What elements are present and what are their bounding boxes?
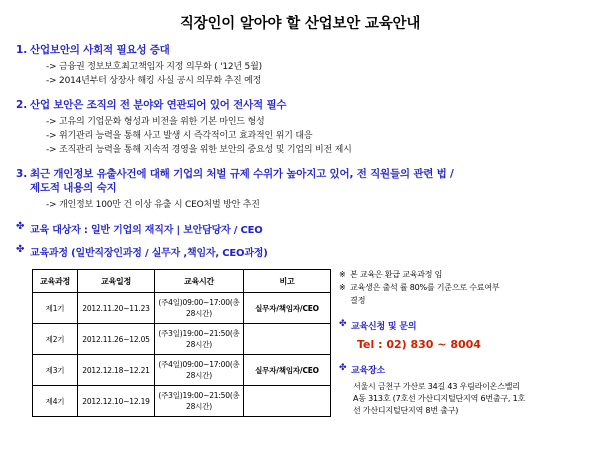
cross-icon: ✤ (339, 319, 347, 330)
section-2-bullet-2: -> 위기관리 능력을 통해 사고 발생 시 즉각적이고 효과적인 위기 대응 (46, 131, 313, 142)
section-3-bullets (46, 199, 586, 213)
schedule-table-wrap (16, 269, 331, 417)
table-row (33, 324, 331, 355)
address-block (353, 381, 582, 417)
section-1-bullets (46, 61, 586, 89)
address-line-3: 선 가산디지털단지역 8번 출구) (353, 406, 459, 416)
table-row (33, 355, 331, 386)
section-3-heading-line2: 제도적 내용의 숙지 (30, 182, 117, 195)
table-row (33, 386, 331, 417)
note-2-text: 교육생은 출석 률 80%를 기준으로 수료여부 (350, 283, 500, 293)
th-note: 비고 (244, 270, 331, 293)
place-heading (339, 363, 582, 376)
cell-course: 제3기 (33, 355, 78, 386)
table-row (33, 293, 331, 324)
note-mark-icon: ※ (339, 270, 346, 280)
cross-icon: ✤ (339, 363, 347, 374)
section-1-heading: 산업보안의 사회적 필요성 증대 (30, 44, 170, 56)
note-1-text: 본 교육은 환급 교육과정 임 (350, 270, 443, 280)
cell-course: 제2기 (33, 324, 78, 355)
table-header-row (33, 270, 331, 293)
section-3-bullet-1: -> 개인정보 100만 건 이상 유출 시 CEO처벌 방안 추진 (46, 200, 260, 211)
target-audience-line (16, 221, 586, 236)
section-1-marker: 1. (16, 44, 28, 56)
course-track-text: 교육과정 (일반직장인과정 / 실무자 ,책임자, CEO과정) (30, 248, 268, 260)
cell-course: 제1기 (33, 293, 78, 324)
section-1-bullet-2: -> 2014년부터 상장사 해킹 사실 공시 의무화 추진 예정 (46, 76, 262, 87)
page-title: 직장인이 알아야 할 산업보안 교육안내 (179, 16, 421, 32)
cell-time: (주4일)09:00~17:00(총 28시간) (155, 355, 244, 386)
section-3 (16, 167, 586, 195)
note-3-text: 결정 (350, 296, 366, 306)
cell-time: (주4일)09:00~17:00(총 28시간) (155, 293, 244, 324)
cell-date: 2012.11.26~12.05 (78, 324, 155, 355)
section-2-marker: 2. (16, 99, 28, 112)
section-3-heading-group (30, 167, 454, 195)
contact-heading-text: 교육신청 및 문의 (351, 322, 417, 333)
document-page (0, 12, 600, 463)
cell-time: (주3일)19:00~21:50(총 28시간) (155, 324, 244, 355)
th-course: 교육과정 (33, 270, 78, 293)
section-1-bullet-1: -> 금융권 정보보호최고책임자 지정 의무화 ( '12년 5월) (46, 62, 262, 73)
cell-date: 2012.12.10~12.19 (78, 386, 155, 417)
target-audience-text: 교육 대상자 : 일반 기업의 재직자 | 보안담당자 / CEO (30, 225, 263, 237)
schedule-and-info (16, 269, 586, 417)
cross-icon: ✤ (16, 221, 25, 233)
cross-icon: ✤ (16, 244, 25, 256)
note-mark-icon: ※ (339, 283, 346, 293)
cell-course: 제4기 (33, 386, 78, 417)
note-1 (339, 269, 582, 281)
section-2-bullet-3: -> 조직관리 능력을 통해 지속적 경영을 위한 보안의 중요성 및 기업의 비전 제시 (46, 145, 352, 156)
cell-date: 2012.12.18~12.21 (78, 355, 155, 386)
th-time: 교육시간 (155, 270, 244, 293)
cell-note (244, 324, 331, 355)
cell-time: (주3일)19:00~21:50(총 28시간) (155, 386, 244, 417)
place-heading-text: 교육장소 (351, 366, 385, 377)
section-3-marker: 3. (16, 168, 28, 181)
th-date: 교육일정 (78, 270, 155, 293)
cell-note (244, 386, 331, 417)
course-track-line (16, 244, 586, 259)
section-2-bullet-1: -> 고유의 기업문화 형성과 비전을 위한 기본 마인드 형성 (46, 117, 265, 128)
section-1 (16, 43, 586, 57)
info-column (331, 269, 586, 417)
document-body (0, 43, 600, 417)
contact-heading (339, 319, 582, 332)
section-2-heading: 산업 보안은 조직의 전 분야와 연관되어 있어 전사적 필수 (30, 99, 287, 112)
section-2-bullets (46, 116, 586, 158)
cell-date: 2012.11.20~11.23 (78, 293, 155, 324)
address-line-2: A동 313호 (7호선 가산디지털단지역 6번출구, 1호 (353, 394, 526, 404)
cell-note: 실무자/책임자/CEO (244, 355, 331, 386)
section-2 (16, 98, 586, 112)
note-2 (339, 282, 582, 294)
section-3-heading: 최근 개인정보 유출사건에 대해 기업의 처벌 규제 수위가 높아지고 있어, 전 직원들의 관련 법 / (30, 168, 454, 181)
contact-phone[interactable]: Tel : 02) 830 ~ 8004 (357, 338, 481, 352)
address-line-1: 서울시 금천구 가산로 34길 43 우림라이온스밸리 (353, 382, 520, 392)
schedule-table (32, 269, 331, 417)
cell-note: 실무자/책임자/CEO (244, 293, 331, 324)
